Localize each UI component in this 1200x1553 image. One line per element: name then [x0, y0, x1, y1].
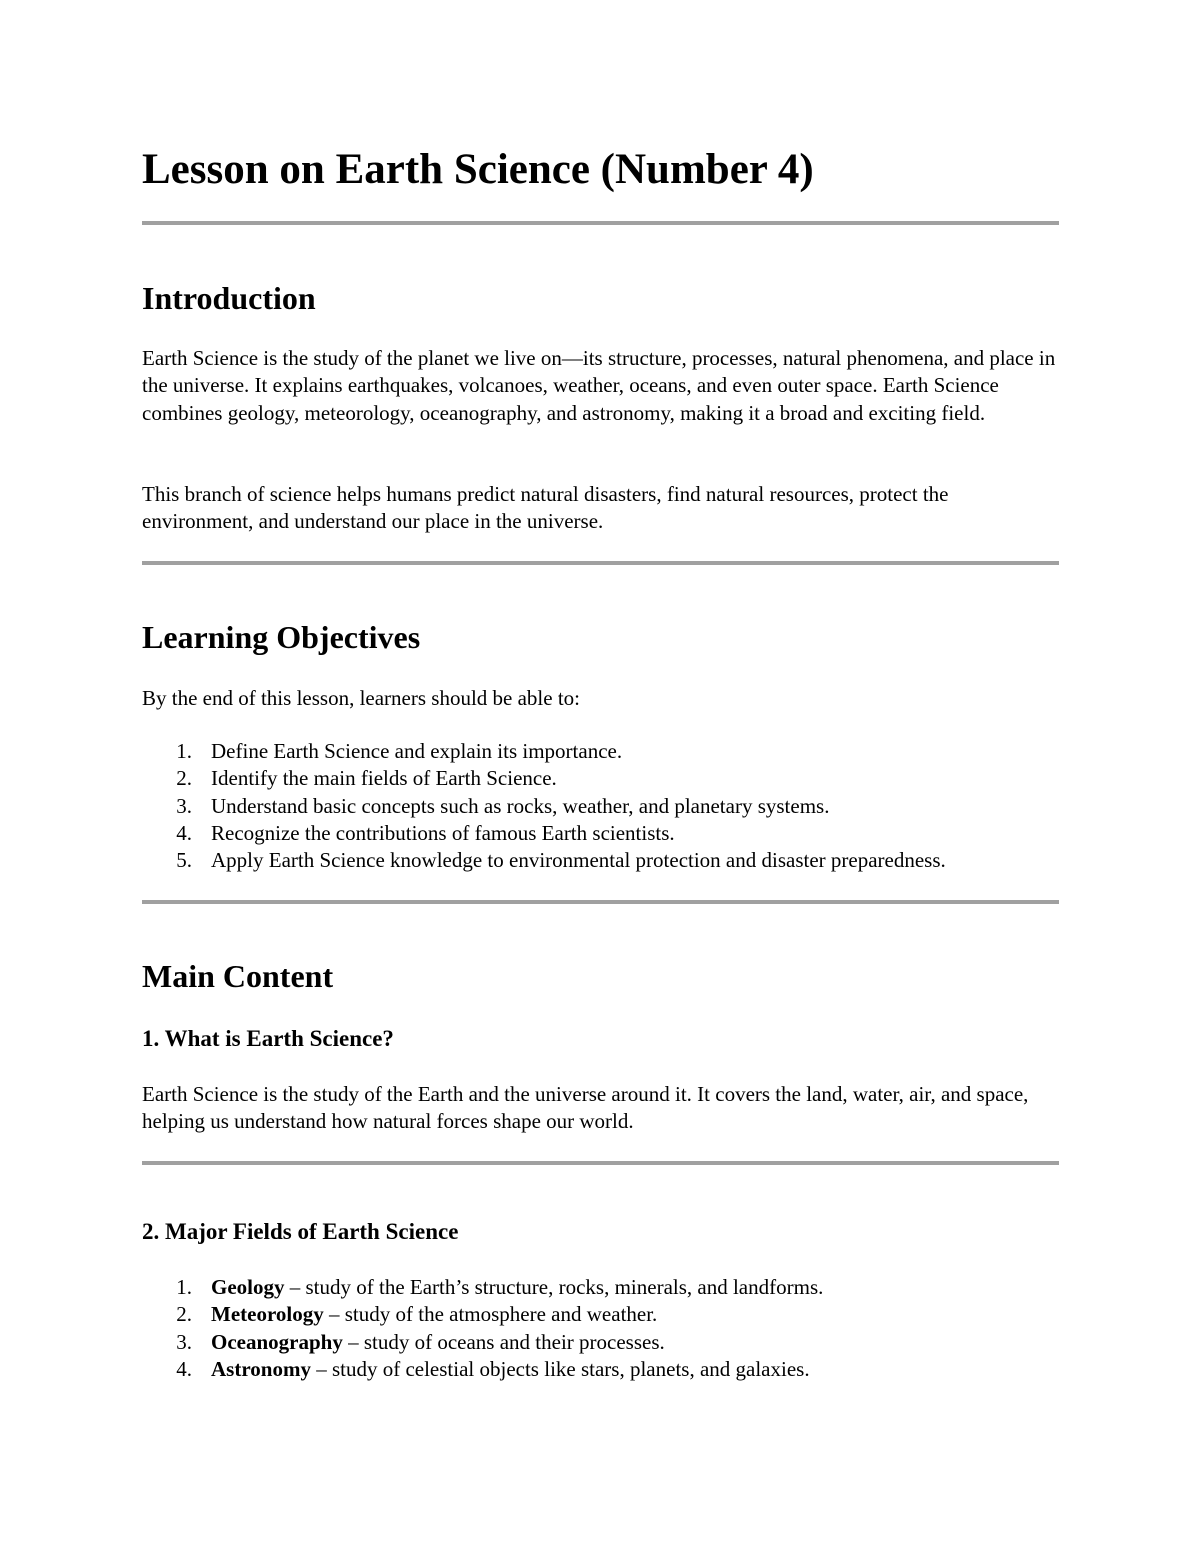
horizontal-rule [142, 900, 1059, 904]
field-term: Geology [211, 1275, 285, 1299]
list-item [142, 847, 1059, 874]
list-item-number: 1. [176, 739, 192, 763]
list-item [142, 793, 1059, 820]
list-item-number: 1. [176, 1275, 192, 1299]
list-item [142, 1356, 1059, 1383]
field-term: Astronomy [211, 1356, 311, 1381]
field-term: Meteorology [211, 1302, 324, 1327]
list-item [142, 1274, 1059, 1301]
introduction-paragraph-2: This branch of science helps humans predict natural disasters, find natural resources, protect the environment, and understand our place in the universe. [142, 482, 949, 534]
what-is-paragraph: Earth Science is the study of the Earth and the universe around it. It covers the land, water, air, and space, helping us understand how natural forces shape our world. [142, 1082, 1029, 1134]
document-title: Lesson on Earth Science (Number 4) [142, 146, 814, 193]
list-item [142, 820, 1059, 847]
list-item-text: Recognize the contributions of famous Earth scientists. [211, 820, 675, 845]
field-description: – study of the atmosphere and weather. [323, 1302, 658, 1327]
objectives-heading: Learning Objectives [142, 619, 421, 655]
what-is-heading: 1. What is Earth Science? [142, 1026, 394, 1051]
horizontal-rule [142, 561, 1059, 565]
fields-list [142, 1274, 1059, 1383]
list-item-number: 3. [176, 793, 192, 818]
objectives-list [142, 738, 1059, 874]
introduction-paragraph-1: Earth Science is the study of the planet we live on—its structure, processes, natural phenomena, and place in the universe. It explains earthquakes, volcanoes, weather, oceans, and even outer space. Earth Science combines geology, meteorology, oceanography, and astronomy, making it a broad and exciting field. [142, 346, 1056, 425]
list-item-number: 4. [176, 820, 192, 845]
fields-heading: 2. Major Fields of Earth Science [142, 1219, 459, 1244]
list-item-text: Understand basic concepts such as rocks, weather, and planetary systems. [211, 793, 830, 818]
field-description: – study of celestial objects like stars, planets, and galaxies. [310, 1356, 810, 1381]
list-item [142, 738, 1059, 765]
field-description: – study of oceans and their processes. [342, 1329, 665, 1354]
list-item-number: 5. [176, 848, 192, 873]
list-item-text: Define Earth Science and explain its importance. [211, 739, 623, 763]
list-item-number: 2. [176, 766, 192, 791]
introduction-heading: Introduction [142, 280, 316, 316]
list-item [142, 765, 1059, 792]
horizontal-rule [142, 221, 1059, 225]
list-item-number: 4. [176, 1356, 192, 1381]
list-item-number: 3. [176, 1329, 192, 1354]
list-item [142, 1301, 1059, 1328]
objectives-intro: By the end of this lesson, learners should be able to: [142, 686, 580, 710]
horizontal-rule [142, 1161, 1059, 1165]
list-item [142, 1329, 1059, 1356]
list-item-text: Apply Earth Science knowledge to environmental protection and disaster preparedness. [211, 848, 946, 873]
list-item-number: 2. [176, 1302, 192, 1327]
main-content-heading: Main Content [142, 958, 334, 994]
list-item-text: Identify the main fields of Earth Science. [211, 766, 557, 791]
field-description: – study of the Earth’s structure, rocks, minerals, and landforms. [284, 1275, 824, 1299]
field-term: Oceanography [211, 1329, 343, 1354]
